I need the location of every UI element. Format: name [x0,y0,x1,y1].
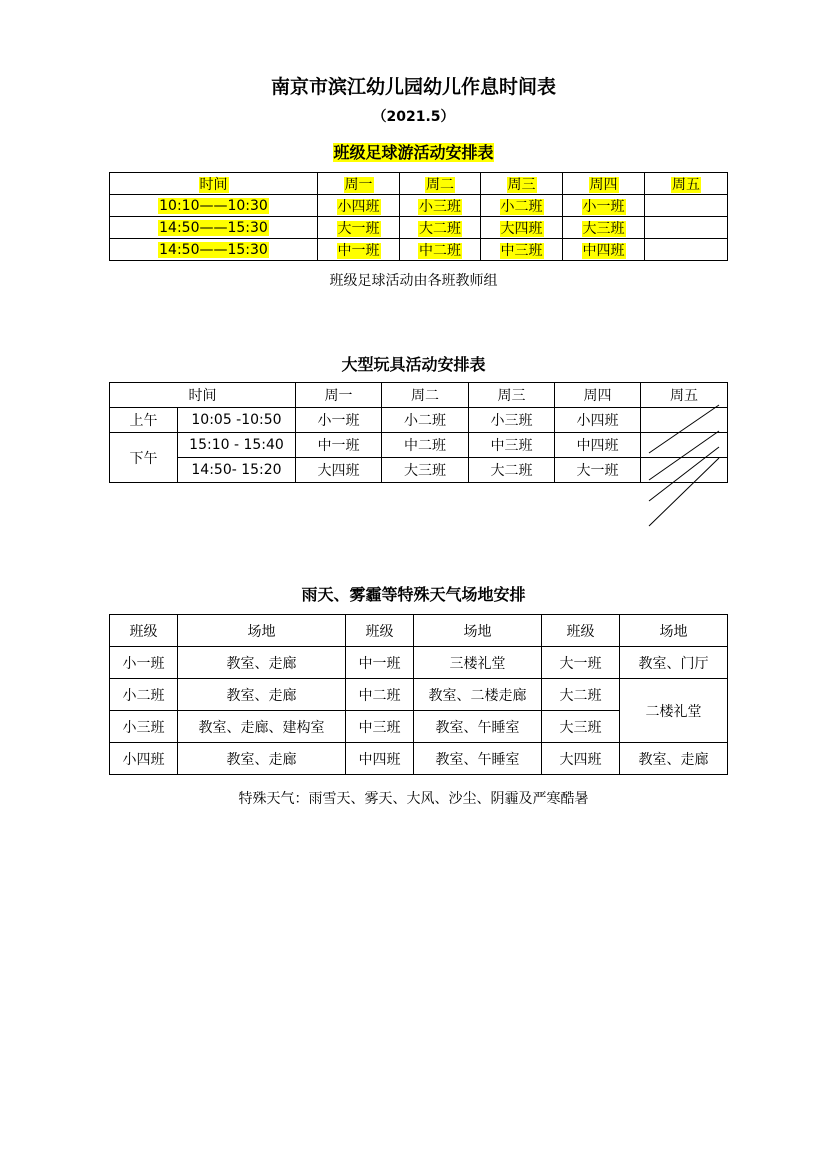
table-cell: 10:10——10:30 [110,195,318,217]
table-header-row [110,173,728,195]
weather-table [109,614,728,775]
header-cell: 班级 [542,615,620,647]
table-cell: 中四班 [555,433,641,458]
table-row [110,647,728,679]
table-cell: 大三班 [542,711,620,743]
header-cell: 时间 [110,173,318,195]
table-cell [645,195,728,217]
time-cell: 14:50- 15:20 [178,458,296,483]
header-cell: 周一 [296,383,382,408]
table-cell: 小四班 [110,743,178,775]
table-row [110,458,728,483]
table-cell: 二楼礼堂 [620,679,728,743]
table-cell: 14:50——15:30 [110,217,318,239]
table-cell: 中二班 [346,679,414,711]
table-cell: 教室、午睡室 [414,743,542,775]
table-cell: 小二班 [481,195,563,217]
toys-table [109,382,728,483]
table-cell: 中一班 [318,239,400,261]
period-cell: 下午 [110,433,178,483]
table-cell: 大一班 [318,217,400,239]
table-cell: 大二班 [469,458,555,483]
header-cell: 周二 [400,173,481,195]
table-cell: 三楼礼堂 [414,647,542,679]
table-cell: 教室、走廊 [178,679,346,711]
table-cell: 中一班 [346,647,414,679]
table-cell: 小一班 [563,195,645,217]
header-cell: 班级 [346,615,414,647]
header-cell: 场地 [178,615,346,647]
table-cell [645,239,728,261]
table-cell: 中二班 [400,239,481,261]
table-cell: 大三班 [382,458,469,483]
football-note: 班级足球活动由各班教师组 [329,273,498,289]
table-cell: 大一班 [555,458,641,483]
header-cell: 场地 [414,615,542,647]
table-cell: 教室、门厅 [620,647,728,679]
table-cell: 小三班 [469,408,555,433]
diagonal-strike-lines [640,400,730,532]
table-cell: 小一班 [296,408,382,433]
header-cell: 周二 [382,383,469,408]
page-subtitle: （2021.5） [372,109,455,125]
table-row [110,679,728,711]
football-heading-text: 班级足球游活动安排表 [333,143,494,162]
table-row [110,217,728,239]
table-cell: 小一班 [110,647,178,679]
header-cell: 班级 [110,615,178,647]
table-row [110,239,728,261]
table-cell: 教室、午睡室 [414,711,542,743]
table-cell: 大四班 [481,217,563,239]
table-cell: 中三班 [346,711,414,743]
table-cell: 小二班 [110,679,178,711]
time-cell: 10:05 -10:50 [178,408,296,433]
header-cell: 场地 [620,615,728,647]
football-table [109,172,728,261]
weather-note: 特殊天气：雨雪天、雾天、大风、沙尘、阴霾及严寒酷暑 [238,791,589,807]
table-cell: 大四班 [296,458,382,483]
table-cell: 大二班 [542,679,620,711]
table-cell: 中四班 [563,239,645,261]
header-cell: 时间 [110,383,296,408]
table-cell: 大二班 [400,217,481,239]
table-row [110,408,728,433]
table-cell: 中三班 [481,239,563,261]
time-cell: 15:10 - 15:40 [178,433,296,458]
header-cell: 周三 [481,173,563,195]
table-cell: 大一班 [542,647,620,679]
table-cell: 小四班 [555,408,641,433]
table-cell: 小四班 [318,195,400,217]
table-cell: 教室、二楼走廊 [414,679,542,711]
header-cell: 周五 [645,173,728,195]
table-cell: 教室、走廊、建构室 [178,711,346,743]
period-cell: 上午 [110,408,178,433]
table-cell: 大四班 [542,743,620,775]
table-cell: 教室、走廊 [178,743,346,775]
table-cell: 中三班 [469,433,555,458]
weather-heading: 雨天、雾霾等特殊天气场地安排 [301,585,526,604]
table-cell: 大三班 [563,217,645,239]
header-cell: 周五 [641,383,728,408]
table-cell: 14:50——15:30 [110,239,318,261]
table-header-row [110,615,728,647]
header-cell: 周三 [469,383,555,408]
toys-heading: 大型玩具活动安排表 [341,355,486,374]
table-cell: 教室、走廊 [620,743,728,775]
table-cell: 中一班 [296,433,382,458]
table-cell: 小二班 [382,408,469,433]
table-cell: 中二班 [382,433,469,458]
header-cell: 周四 [555,383,641,408]
table-cell: 小三班 [110,711,178,743]
table-header-row [110,383,728,408]
table-row [110,743,728,775]
table-row [110,195,728,217]
football-heading [0,140,827,163]
header-cell: 周四 [563,173,645,195]
header-cell: 周一 [318,173,400,195]
table-cell [645,217,728,239]
page-title: 南京市滨江幼儿园幼儿作息时间表 [270,76,556,98]
table-row [110,433,728,458]
table-cell: 中四班 [346,743,414,775]
table-cell: 小三班 [400,195,481,217]
table-cell: 教室、走廊 [178,647,346,679]
